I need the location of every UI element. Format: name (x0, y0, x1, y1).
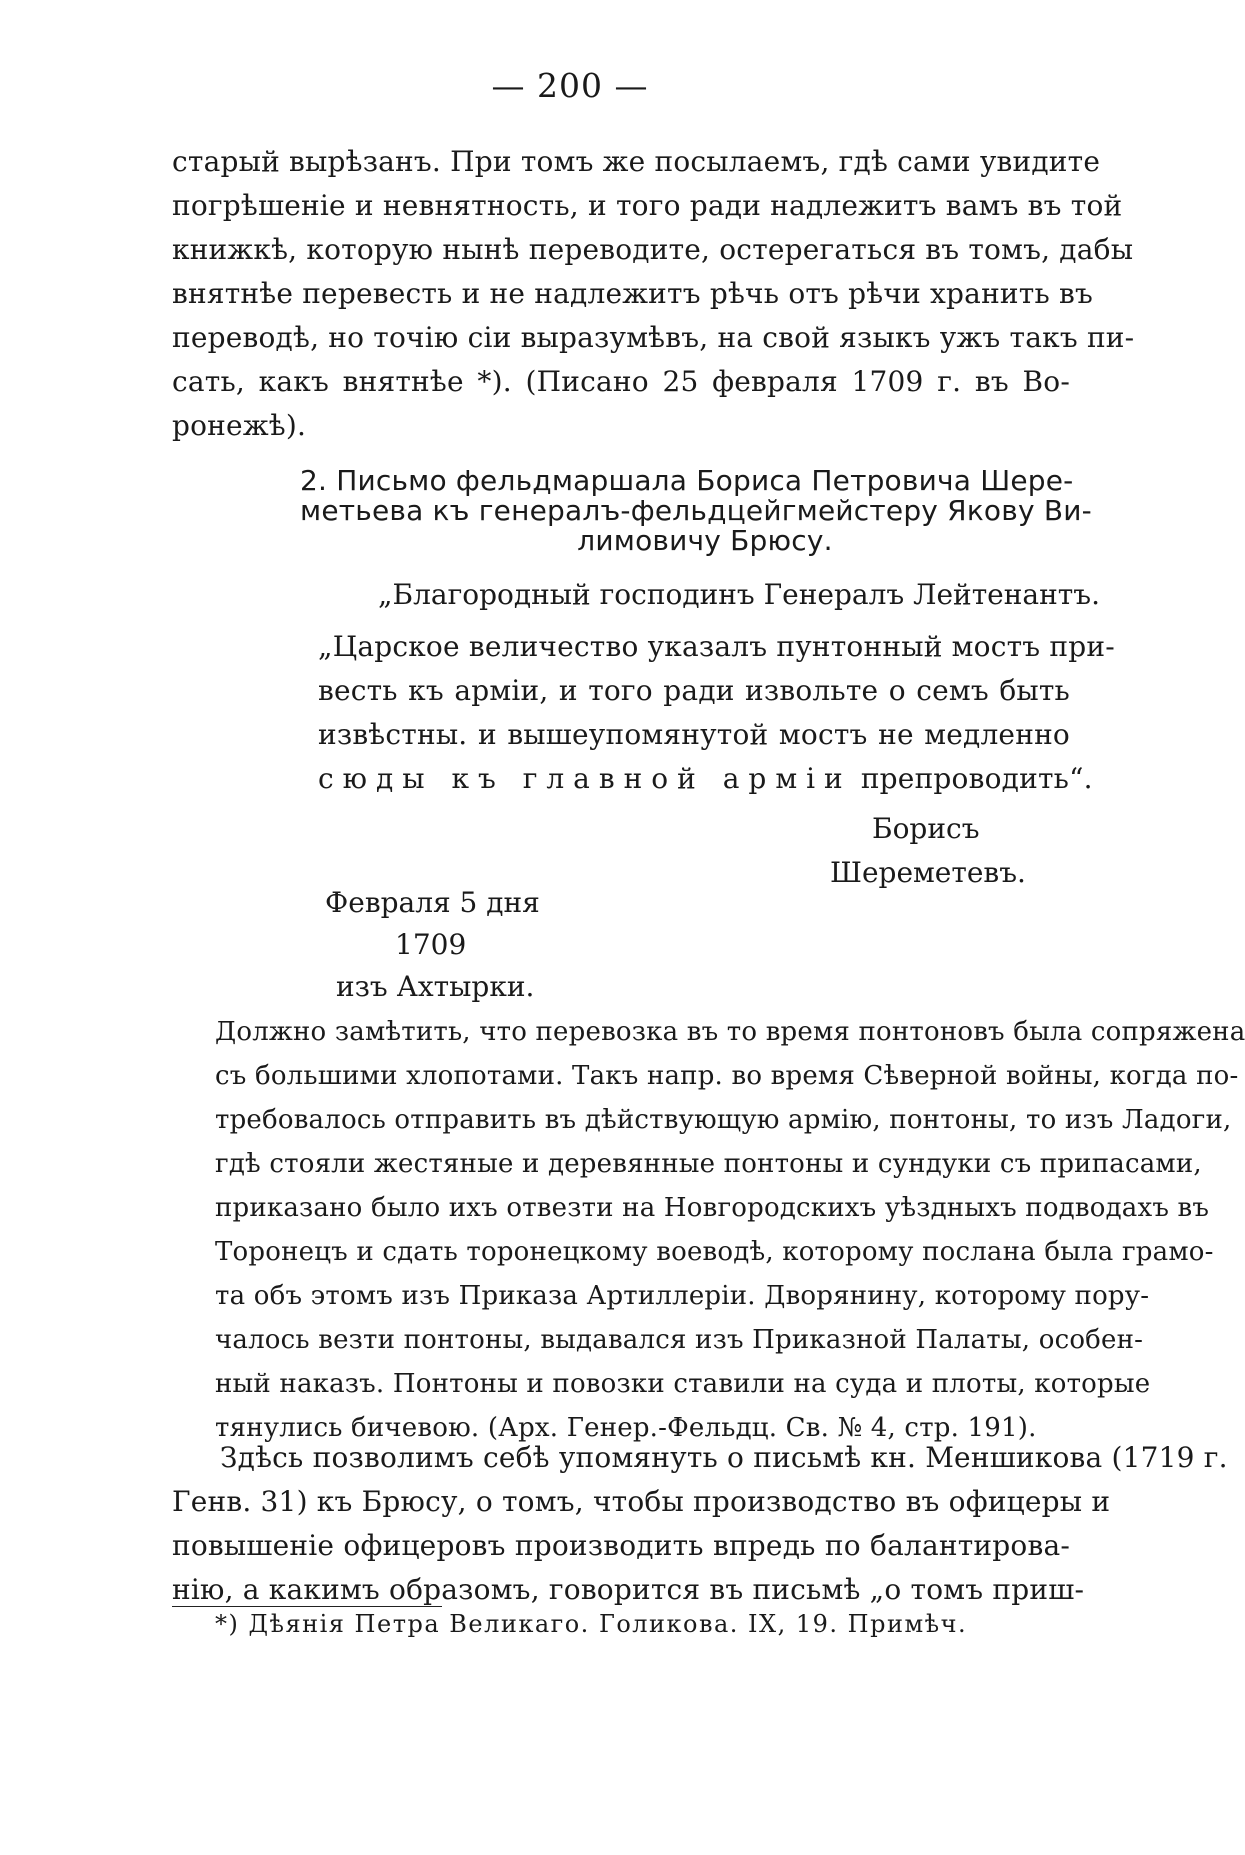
letter-heading (300, 464, 1092, 557)
heading-line: 2. Письмо фельдмаршала Бориса Петровича Шере- (300, 464, 1074, 497)
text-line: внятнѣе перевесть и не надлежитъ рѣчь отъ рѣчи хранить въ (172, 277, 1094, 310)
signature-first-name: Борисъ (872, 812, 980, 845)
footnote-rule (172, 1606, 442, 1607)
text-line: Должно замѣтить, что перевозка въ то время понтоновъ была сопряжена (215, 1017, 1245, 1047)
text-line: та объ этомъ изъ Приказа Артиллеріи. Дворянину, которому пору- (215, 1281, 1150, 1311)
text-line: приказано было ихъ отвезти на Новгородскихъ уѣздныхъ подводахъ въ (215, 1193, 1210, 1223)
letter-place: изъ Ахтырки. (336, 970, 535, 1003)
letter-body (318, 625, 1115, 801)
letter-year: 1709 (395, 928, 467, 961)
text-line: погрѣшеніе и невнятность, и того ради надлежитъ вамъ въ той (172, 189, 1123, 222)
text-line: книжкѣ, которую нынѣ переводите, остерегаться въ томъ, дабы (172, 233, 1134, 266)
text-line: повышеніе офицеровъ производить впредь по балантирова- (172, 1529, 1070, 1562)
footnote: *) Дѣянія Петра Великаго. Голикова. IX, 19. Примѣч. (215, 1610, 968, 1638)
text-line: сать, какъ внятнѣе *). (Писано 25 февраля 1709 г. въ Во- (172, 365, 1070, 398)
letter-closing-text: препроводить“. (851, 762, 1093, 795)
text-line: Торонецъ и сдать торонецкому воеводѣ, которому послана была грамо- (215, 1237, 1214, 1267)
letter-line-last (318, 757, 1093, 801)
text-line: съ большими хлопотами. Такъ напр. во время Сѣверной войны, когда по- (215, 1061, 1239, 1091)
letter-line: извѣстны. и вышеупомянутой мостъ не медленно (318, 718, 1070, 751)
text-line: гдѣ стояли жестяные и деревянные понтоны и сундуки съ припасами, (215, 1149, 1202, 1179)
heading-line: лимовичу Брюсу. (577, 524, 833, 557)
heading-line: метьева къ генералъ-фельдцейгмейстеру Якову Ви- (300, 494, 1092, 527)
letter-spaced-text: сюды къ главной арміи (318, 762, 852, 795)
paragraph-1 (172, 140, 1135, 448)
text-line: ронежѣ). (172, 409, 307, 442)
text-line: переводѣ, но точію сіи выразумѣвъ, на свой языкъ ужъ такъ пи- (172, 321, 1135, 354)
text-line: старый вырѣзанъ. При томъ же посылаемъ, гдѣ сами увидите (172, 145, 1101, 178)
paragraph-2 (215, 1010, 1245, 1450)
text-line: нію, а какимъ образомъ, говорится въ письмѣ „о томъ приш- (172, 1573, 1085, 1606)
text-line: требовалось отправить въ дѣйствующую армію, понтоны, то изъ Ладоги, (215, 1105, 1232, 1135)
letter-line: „Царское величество указалъ пунтонный мостъ при- (318, 630, 1115, 663)
letter-line: весть къ арміи, и того ради извольте о семъ быть (318, 674, 1070, 707)
text-line: Генв. 31) къ Брюсу, о томъ, чтобы производство въ офицеры и (172, 1485, 1111, 1518)
signature-last-name: Шереметевъ. (830, 856, 1026, 889)
page-number: — 200 — (491, 66, 649, 105)
text-line: ный наказъ. Понтоны и повозки ставили на суда и плоты, которые (215, 1369, 1151, 1399)
text-line: чалось везти понтоны, выдавался изъ Приказной Палаты, особен- (215, 1325, 1144, 1355)
text-line: Здѣсь позволимъ себѣ упомянуть о письмѣ кн. Меншикова (1719 г. (220, 1441, 1228, 1474)
letter-salutation: „Благородный господинъ Генералъ Лейтенантъ. (378, 578, 1100, 611)
letter-date: Февраля 5 дня (325, 886, 540, 919)
paragraph-3 (172, 1436, 1228, 1612)
text-line: тянулись бичевою. (Арх. Генер.-Фельдц. Св. № 4, стр. 191). (215, 1413, 1037, 1443)
